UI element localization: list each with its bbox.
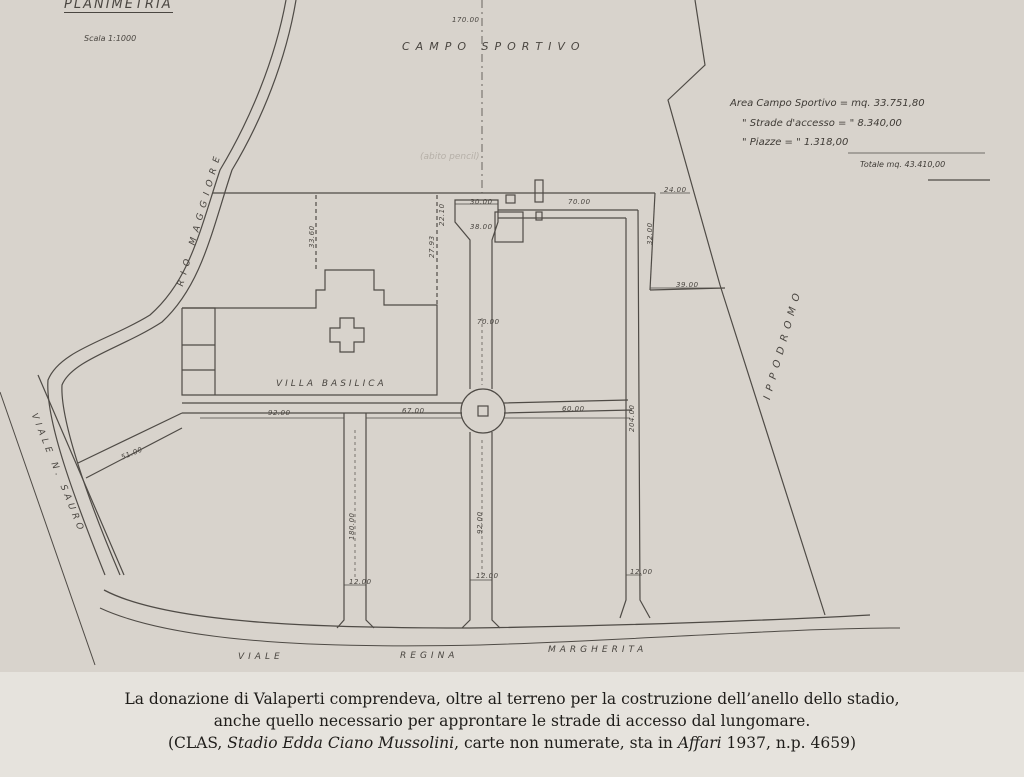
rio-maggiore-bank-left [48, 0, 286, 575]
label-villa-basilica: VILLA BASILICA [276, 379, 387, 389]
dim-label: 70.00 [477, 318, 500, 326]
dim-label: 33.60 [308, 225, 316, 248]
dim-label: 180.00 [348, 512, 356, 540]
caption-line-2: anche quello necessario per approntare le strade di accesso dal lungomare. [213, 712, 811, 730]
dim-label: 22.10 [438, 203, 446, 226]
caption-source-prefix: (CLAS, [167, 734, 228, 752]
dim-label: 92.00 [476, 511, 484, 534]
dim-label: 12.00 [349, 578, 372, 586]
dim-label: 12.00 [630, 568, 653, 576]
label-viale-sauro: VIALE N. SAURO [28, 412, 87, 536]
dim-label: 204.00 [628, 404, 636, 432]
plan-scale: Scala 1:1000 [84, 34, 137, 43]
dim-label: 70.00 [568, 198, 591, 206]
caption-source [0, 732, 1024, 754]
caption-source-journal: Affari [677, 734, 722, 752]
label-rio-maggiore: RIO MAGGIORE [176, 150, 225, 288]
caption-line-1: La donazione di Valaperti comprendeva, oltre al terreno per la costruzione dell’anello dello stadio, [124, 690, 900, 708]
dim-label: 38.00 [470, 223, 493, 231]
dim-label: 92.00 [268, 409, 291, 417]
legend-row-piazze: " Piazze = " 1.318,00 [742, 137, 849, 148]
caption-source-title: Stadio Edda Ciano Mussolini [227, 734, 455, 752]
plan-title: PLANIMETRIA [64, 0, 173, 13]
dim-label: 39.00 [676, 281, 699, 289]
dim-label: 60.00 [562, 405, 585, 413]
dim-label: 27.93 [428, 235, 436, 258]
dim-label: 170.00 [452, 16, 480, 24]
dim-label: 12.00 [476, 572, 499, 580]
label-regina: REGINA [400, 651, 459, 661]
legend-row-campo: Area Campo Sportivo = mq. 33.751,80 [730, 98, 925, 109]
label-ippodromo: IPPODROMO [762, 286, 805, 402]
ippodromo-boundary [668, 0, 825, 615]
dim-label: 67.00 [402, 407, 425, 415]
villa-chapel-cross [330, 318, 364, 352]
legend-total: Totale mq. 43.410,00 [860, 160, 946, 169]
label-pencil-note: (abito pencil) [420, 152, 480, 162]
figure-caption [0, 672, 1024, 777]
legend-row-strade: " Strade d'accesso = " 8.340,00 [742, 118, 902, 129]
label-viale: VIALE [238, 652, 284, 662]
dim-label: 51.00 [120, 445, 144, 462]
caption-source-middle: , carte non numerate, sta in [454, 734, 678, 752]
roundabout-piazza [461, 389, 505, 433]
caption-source-suffix: 1937, n.p. 4659) [721, 734, 857, 752]
dim-label: 24.00 [664, 186, 687, 194]
label-campo-sportivo: CAMPO SPORTIVO [402, 40, 586, 53]
label-margherita: MARGHERITA [548, 645, 648, 655]
dim-label: 32.00 [646, 222, 654, 245]
dim-label: 30.00 [470, 198, 493, 206]
